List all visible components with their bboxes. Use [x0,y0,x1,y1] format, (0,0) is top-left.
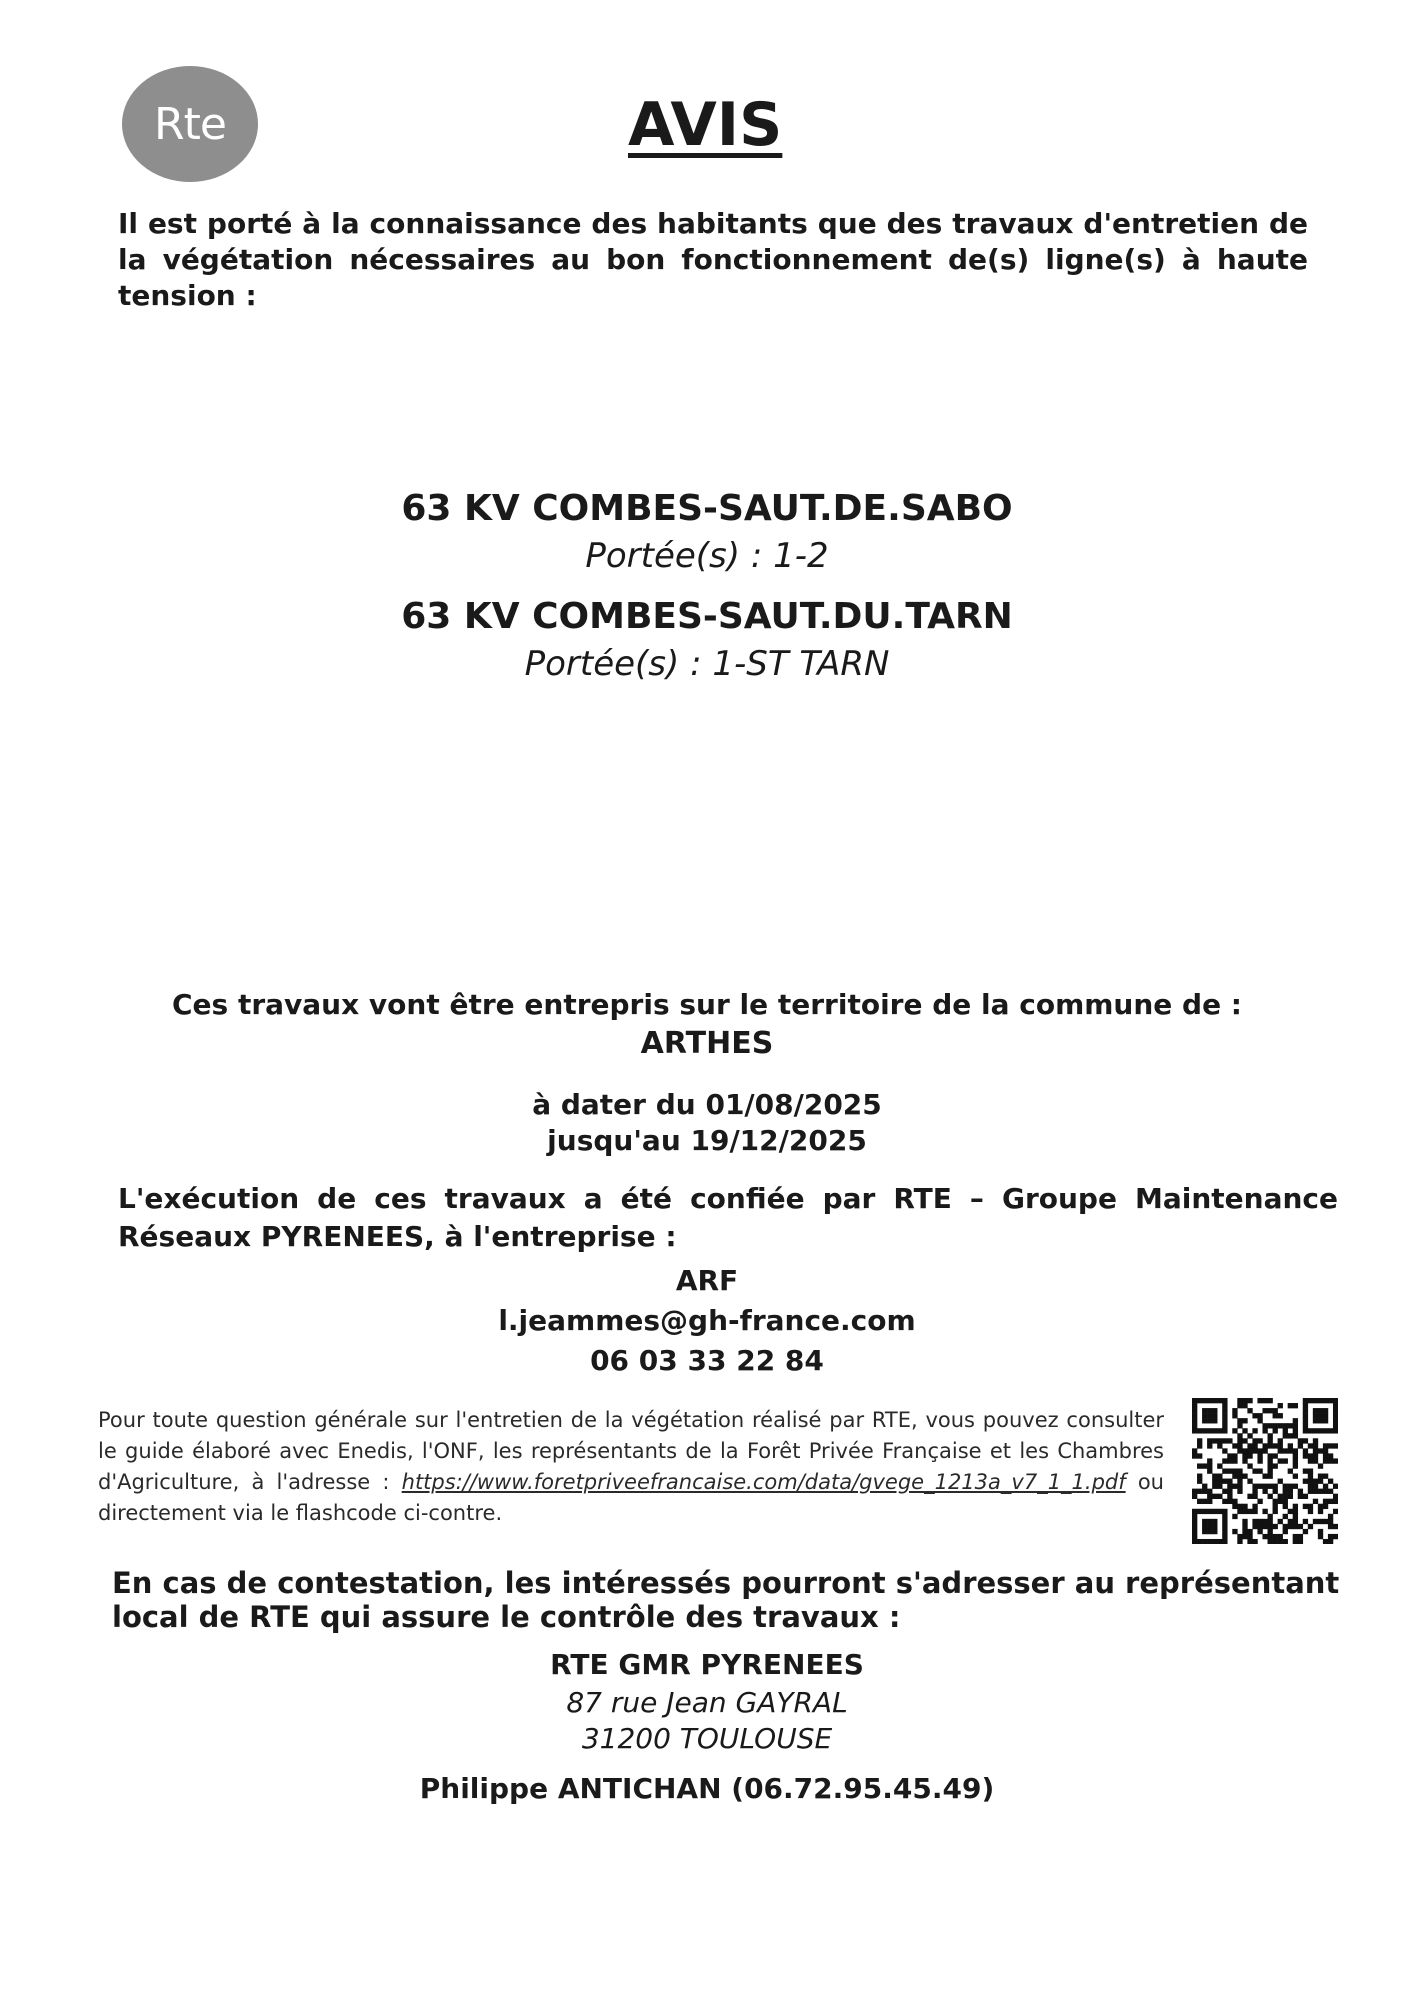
contractor-phone: 06 03 33 22 84 [590,1344,824,1377]
commune-intro: Ces travaux vont être entrepris sur le territoire de la commune de : [171,988,1242,1021]
date-end: jusqu'au 19/12/2025 [547,1124,867,1157]
guide-text-before: Pour toute question générale sur l'entretien de la végétation réalisé par RTE, vous pouvez consulter le guide élaboré avec Enedis, l'ONF, les représentants de la Forêt Privée Française et les Chambres d'Agriculture, à l'adresse : [98,1408,1164,1494]
guide-link[interactable]: https://www.foretpriveefrancaise.com/data/gvege_1213a_v7_1_1.pdf [401,1470,1126,1494]
guide-paragraph [98,1405,1164,1529]
contractor-name: ARF [675,1264,739,1297]
intro-paragraph: Il est porté à la connaissance des habitants que des travaux d'entretien de la végétation nécessaires au bon fonctionnement de(s) ligne(s) à haute tension : [118,207,1308,312]
date-start: à dater du 01/08/2025 [532,1088,882,1121]
contractor-email: l.jeammes@gh-france.com [498,1304,916,1337]
line-name-2: 63 KV COMBES-SAUT.DU.TARN [401,596,1013,637]
rep-org: RTE GMR PYRENEES [550,1648,864,1681]
rte-logo [122,66,258,182]
execution-paragraph: L'exécution de ces travaux a été confiée par RTE – Groupe Maintenance Réseaux PYRENEES, à l'entreprise : [118,1182,1338,1253]
guide-text-after: ou directement via le flashcode ci-contre. [98,1470,1164,1525]
rep-address-1: 87 rue Jean GAYRAL [566,1686,848,1719]
rep-address-2: 31200 TOULOUSE [581,1722,833,1755]
qr-code-graphic [1192,1398,1338,1544]
rep-contact: Philippe ANTICHAN (06.72.95.45.49) [419,1772,995,1805]
page-title: AVIS [628,90,783,160]
commune-name: ARTHES [640,1026,774,1061]
contest-paragraph: En cas de contestation, les intéressés pourront s'adresser au représentant local de RTE qui assure le contrôle des travaux : [112,1566,1340,1634]
qr-code-icon[interactable] [1192,1398,1338,1544]
rte-logo-text: Rte [154,98,226,150]
line-name-1: 63 KV COMBES-SAUT.DE.SABO [401,488,1013,529]
line-spans-2: Portée(s) : 1-ST TARN [524,644,890,684]
line-spans-1: Portée(s) : 1-2 [585,536,829,576]
